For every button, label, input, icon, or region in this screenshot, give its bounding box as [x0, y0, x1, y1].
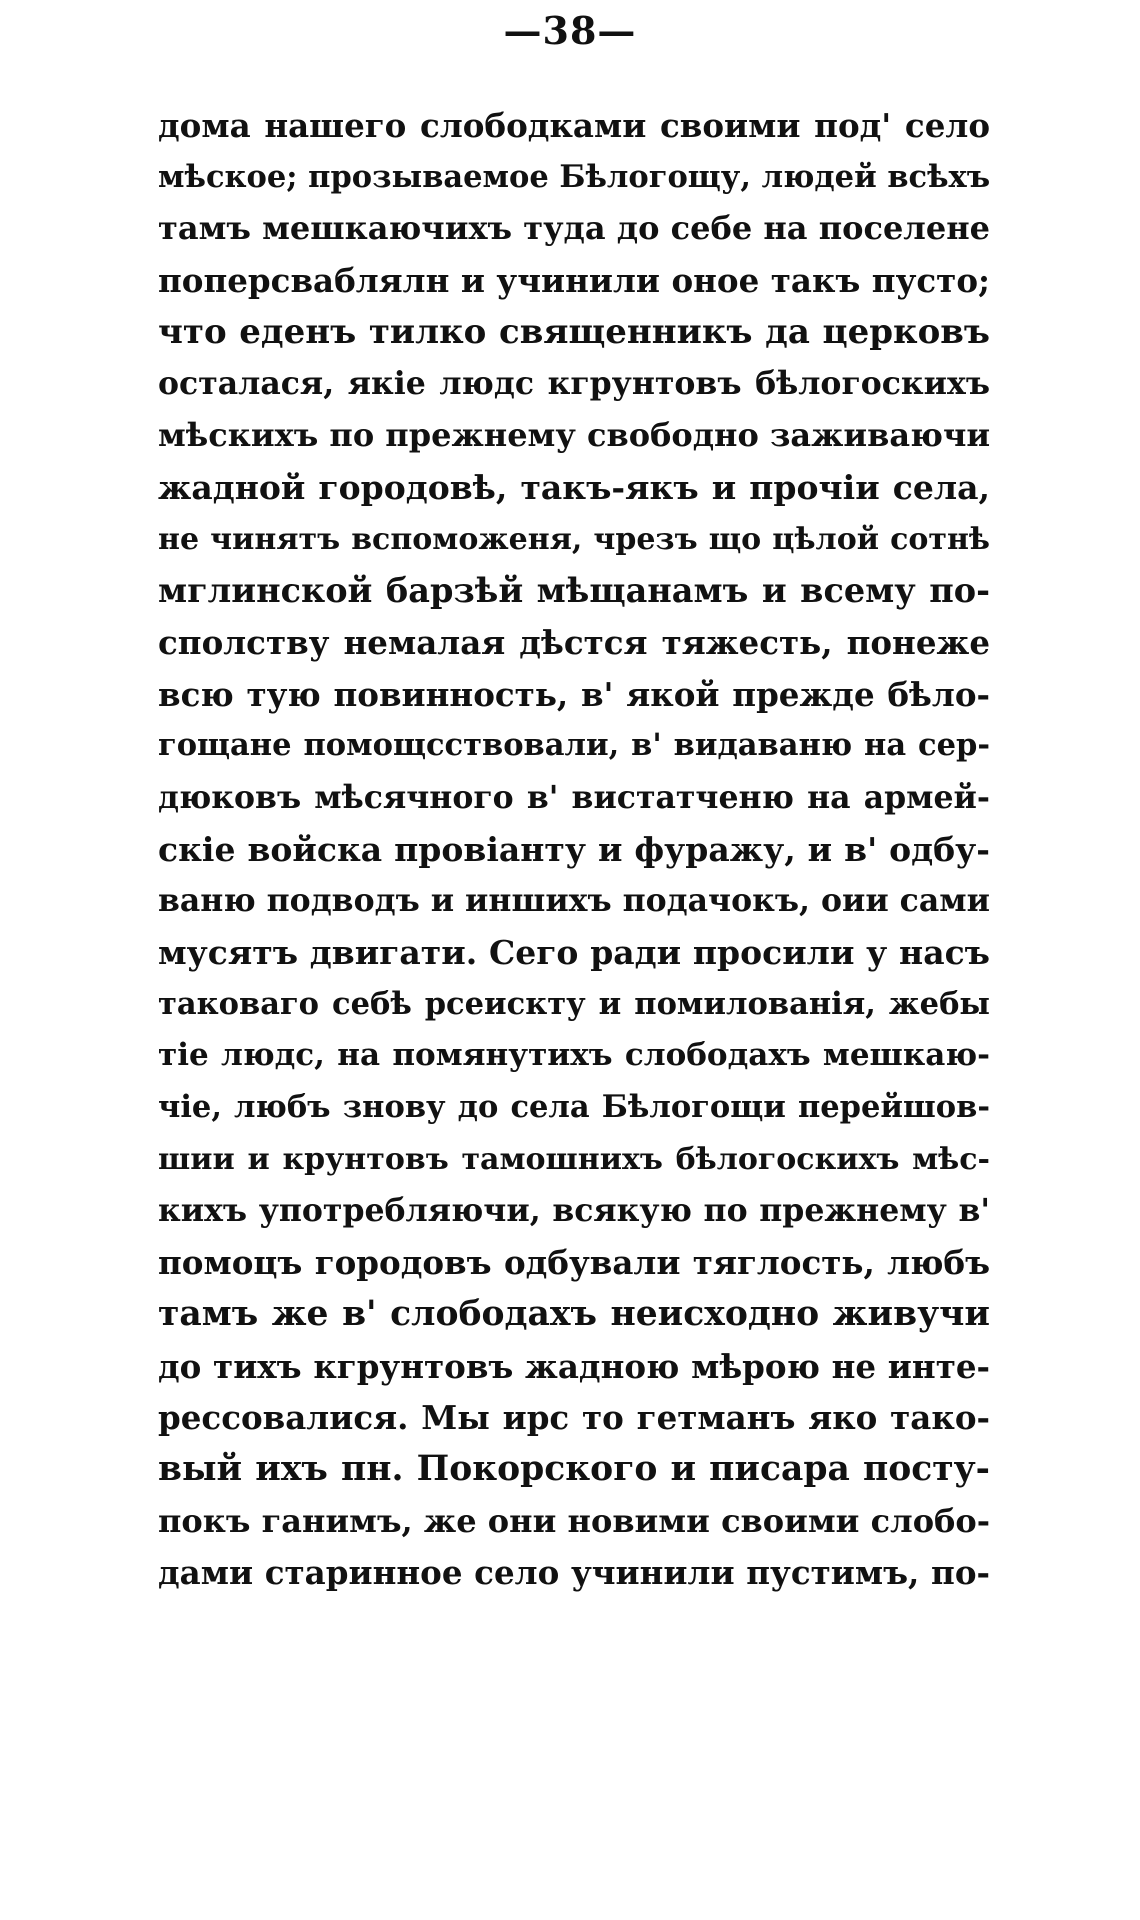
text-line: жадной городовѣ, такъ-якъ и прочіи села, [158, 467, 990, 507]
text-line: сполству немалая дѣстся тяжесть, понеже [158, 622, 990, 662]
text-line: мглинской барзѣй мѣщанамъ и всему по- [158, 571, 990, 611]
text-line: до тихъ кгрунтовъ жадною мѣрою не инте- [158, 1346, 990, 1386]
text-line: рессовалися. Мы ирс то гетманъ яко тако- [158, 1398, 990, 1438]
text-line: дюковъ мѣсячного в' вистатченю на армей- [158, 778, 990, 816]
text-line: осталася, якіе людс кгрунтовъ бѣлогоскихъ [158, 365, 990, 403]
text-line: ваню подводъ и иншихъ подачокъ, оии сами [158, 882, 990, 920]
text-line: мѣское; прозываемое Бѣлогощу, людей всѣхъ [158, 158, 990, 195]
text-line: кихъ употребляючи, всякую по прежнему в' [158, 1192, 990, 1230]
page-number: —38— [503, 8, 637, 53]
text-line: чіе, любъ знову до села Бѣлогощи перейшов- [158, 1089, 990, 1126]
text-line: скіе войска провіанту и фуражу, и в' одбу- [158, 829, 990, 869]
text-line: не чинятъ вспоможеня, чрезъ що цѣлой сотнѣ [158, 521, 990, 557]
text-line: поперсваблялн и учинили оное такъ пусто; [158, 261, 990, 301]
text-line: шии и крунтовъ тамошнихъ бѣлогоскихъ мѣс- [158, 1141, 990, 1177]
text-line: мусятъ двигати. Сего ради просили у насъ [158, 933, 990, 972]
text-line: гощане помощсствовали, в' видаваню на сер- [158, 727, 990, 764]
text-line: покъ ганимъ, же они новими своими слобо- [158, 1501, 990, 1540]
text-line: дома нашего слободками своими под' село [158, 106, 990, 145]
text-line: помоцъ городовъ одбували тяглость, любъ [158, 1243, 990, 1283]
text-line: тамъ мешкаючихъ туда до себе на поселене [158, 209, 990, 248]
text-line: таковаго себѣ рсеискту и помилованія, жебы [158, 985, 990, 1022]
text-line: тіе людс, на помянутихъ слободахъ мешкаю- [158, 1037, 990, 1074]
text-line: всю тую повинность, в' якой прежде бѣло- [158, 674, 990, 714]
text-line: вый ихъ пн. Покорского и писара посту- [158, 1448, 990, 1489]
body-text [158, 100, 990, 1599]
text-line: дами старинное село учинили пустимъ, по- [158, 1553, 990, 1593]
text-line: мѣскихъ по прежнему свободно заживаючи [158, 416, 990, 455]
text-line: тамъ же в' слободахъ неисходно живучи [158, 1293, 990, 1334]
text-line: что еденъ тилко священникъ да церковъ [158, 311, 990, 352]
